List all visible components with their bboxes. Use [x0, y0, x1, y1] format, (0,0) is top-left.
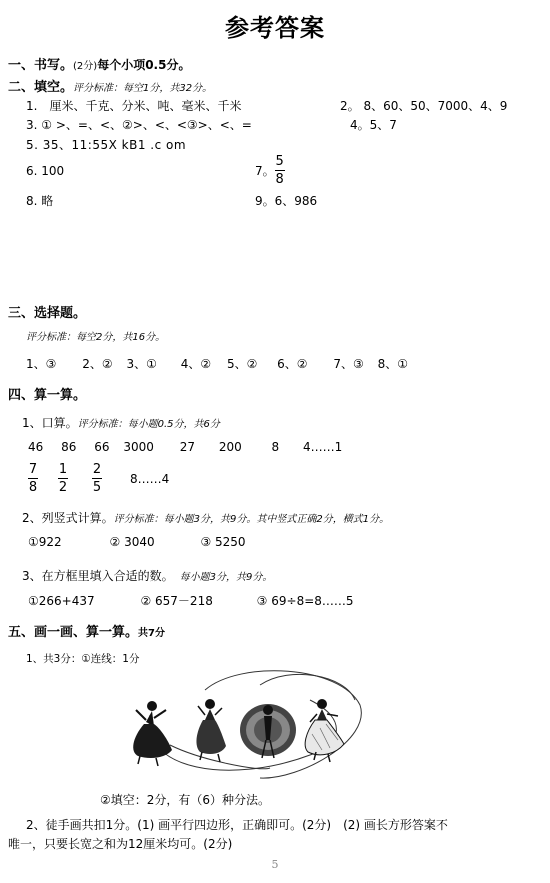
- fill-box-answer: ③ 69÷8=8……5: [256, 594, 354, 608]
- answer-2-7-prefix: 7。: [255, 164, 275, 178]
- section-5-fill: ②填空：2分，有（6）种分法。: [100, 793, 271, 807]
- vertical-calc-answer: ② 3040: [109, 535, 155, 549]
- dancer-1-icon: [133, 701, 172, 766]
- section-1-text: 每个小项0.5分。: [97, 58, 191, 72]
- fraction: [58, 462, 68, 495]
- section-3-criteria: 评分标准：每空2分，共16分。: [26, 332, 166, 343]
- section-1-heading: 一、书写。: [8, 58, 74, 73]
- section-5-points: 共7分: [138, 628, 165, 639]
- dancers-illustration: [110, 660, 370, 790]
- answer-2-3: 3. ① >、=、<、②>、<、<③>、<、=: [26, 118, 252, 132]
- answer-2-6: 6. 100: [26, 164, 65, 178]
- section-3-answers: [26, 355, 408, 372]
- fraction-bar: [92, 478, 102, 479]
- choice-answer: 2、②: [82, 357, 113, 371]
- choice-answer: 4、②: [180, 357, 212, 371]
- section-2-criteria: 评分标准：每空1分，共32分。: [73, 83, 213, 94]
- section-3-heading: 三、选择题。: [8, 306, 87, 321]
- answer-2-4: 4。5、7: [350, 118, 397, 132]
- choice-answer: 7、③: [333, 357, 364, 371]
- fraction-denominator: 2: [58, 480, 68, 495]
- dancer-2-icon: [196, 699, 226, 762]
- choice-answer: 8、①: [377, 357, 409, 371]
- part-4-3-title: 3、在方框里填入合适的数。: [22, 569, 174, 583]
- answer-2-2: 2。 8、60、50、7000、4、9: [340, 99, 508, 113]
- vertical-calc-answer: ①922: [28, 535, 62, 549]
- oral-answer: 46: [28, 440, 44, 454]
- fraction: [28, 462, 38, 495]
- answer-2-5: 5. 35、11:55X kB1 .c om: [26, 138, 187, 152]
- part-4-1-title: 1、口算。: [22, 416, 78, 430]
- part-4-3-criteria: 每小题3分，共9分。: [179, 572, 273, 583]
- page-number: 5: [271, 858, 279, 871]
- section-4-heading: 四、算一算。: [8, 388, 87, 403]
- part-4-2-header: [22, 507, 389, 526]
- choice-answer: 6、②: [277, 357, 308, 371]
- oral-answer: 66: [94, 440, 110, 454]
- part-4-2-title: 2、列竖式计算。: [22, 511, 114, 525]
- fraction: [92, 462, 102, 495]
- answer-2-7: [255, 154, 285, 187]
- choice-answer: 1、③: [26, 357, 57, 371]
- fill-box-answer: ①266+437: [28, 594, 95, 608]
- dancer-3-icon: [240, 704, 296, 758]
- answer-2-1: 1. 厘米、千克、分米、吨、毫米、千米: [26, 99, 242, 113]
- fraction-numerator: 2: [92, 462, 102, 477]
- fill-box-answer: ② 657－218: [140, 594, 213, 608]
- section-2-heading: 二、填空。: [8, 80, 74, 95]
- part-4-3-header: [22, 565, 272, 584]
- answer-2-9: 9。6、986: [255, 194, 318, 208]
- fraction-bar: [58, 478, 68, 479]
- part-4-2-criteria: 评分标准：每小题3分，共9分。其中竖式正确2分，横式1分。: [113, 514, 390, 525]
- choice-answer: 5、②: [226, 357, 258, 371]
- oral-answer: 27: [179, 440, 195, 454]
- part-4-1-header: [22, 412, 220, 431]
- oral-answer: 86: [61, 440, 77, 454]
- oral-calc-row: [28, 440, 342, 454]
- fraction-denominator: 5: [92, 480, 102, 495]
- part-4-3-answers: [28, 592, 354, 609]
- oral-calc-fraction-row: [28, 462, 169, 495]
- section-5-q2-line1: 2、徒手画共扣1分。(1) 画平行四边形，正确即可。(2分) (2) 画长方形答案不: [26, 818, 448, 832]
- oral-answer: 200: [218, 440, 242, 454]
- fraction-numerator: 5: [275, 154, 284, 169]
- page-title: 参考答案: [225, 14, 325, 42]
- fraction-bar: [28, 478, 38, 479]
- answer-2-8: 8. 略: [26, 194, 54, 208]
- choice-answer: 3、①: [126, 357, 157, 371]
- section-1: [8, 54, 190, 73]
- fraction-numerator: 7: [28, 462, 38, 477]
- part-4-2-answers: [28, 535, 246, 549]
- oral-answer: 8: [271, 440, 280, 454]
- vertical-calc-answer: ③ 5250: [200, 535, 246, 549]
- section-5-header: [8, 621, 165, 640]
- oral-answer: 3000: [123, 440, 154, 454]
- section-5-q2-line2: 唯一，只要长宽之和为12厘米均可。(2分): [8, 837, 233, 851]
- fraction-bar: [275, 170, 285, 171]
- section-5-q1: 1、共3分：①连线：1分: [26, 653, 140, 665]
- section-1-points: (2分): [73, 61, 98, 72]
- fraction-numerator: 1: [58, 462, 68, 477]
- oral-answer: 4……1: [303, 440, 343, 454]
- connection-line: [260, 674, 355, 700]
- fraction-denominator: 8: [28, 480, 38, 495]
- oral-answer: 8……4: [130, 471, 170, 486]
- answer-2-7-fraction: [275, 154, 285, 187]
- section-5-heading: 五、画一画、算一算。: [8, 625, 139, 640]
- section-2-header: [8, 76, 212, 95]
- part-4-1-criteria: 评分标准：每小题0.5分，共6分: [77, 419, 220, 430]
- fraction-denominator: 8: [275, 172, 284, 187]
